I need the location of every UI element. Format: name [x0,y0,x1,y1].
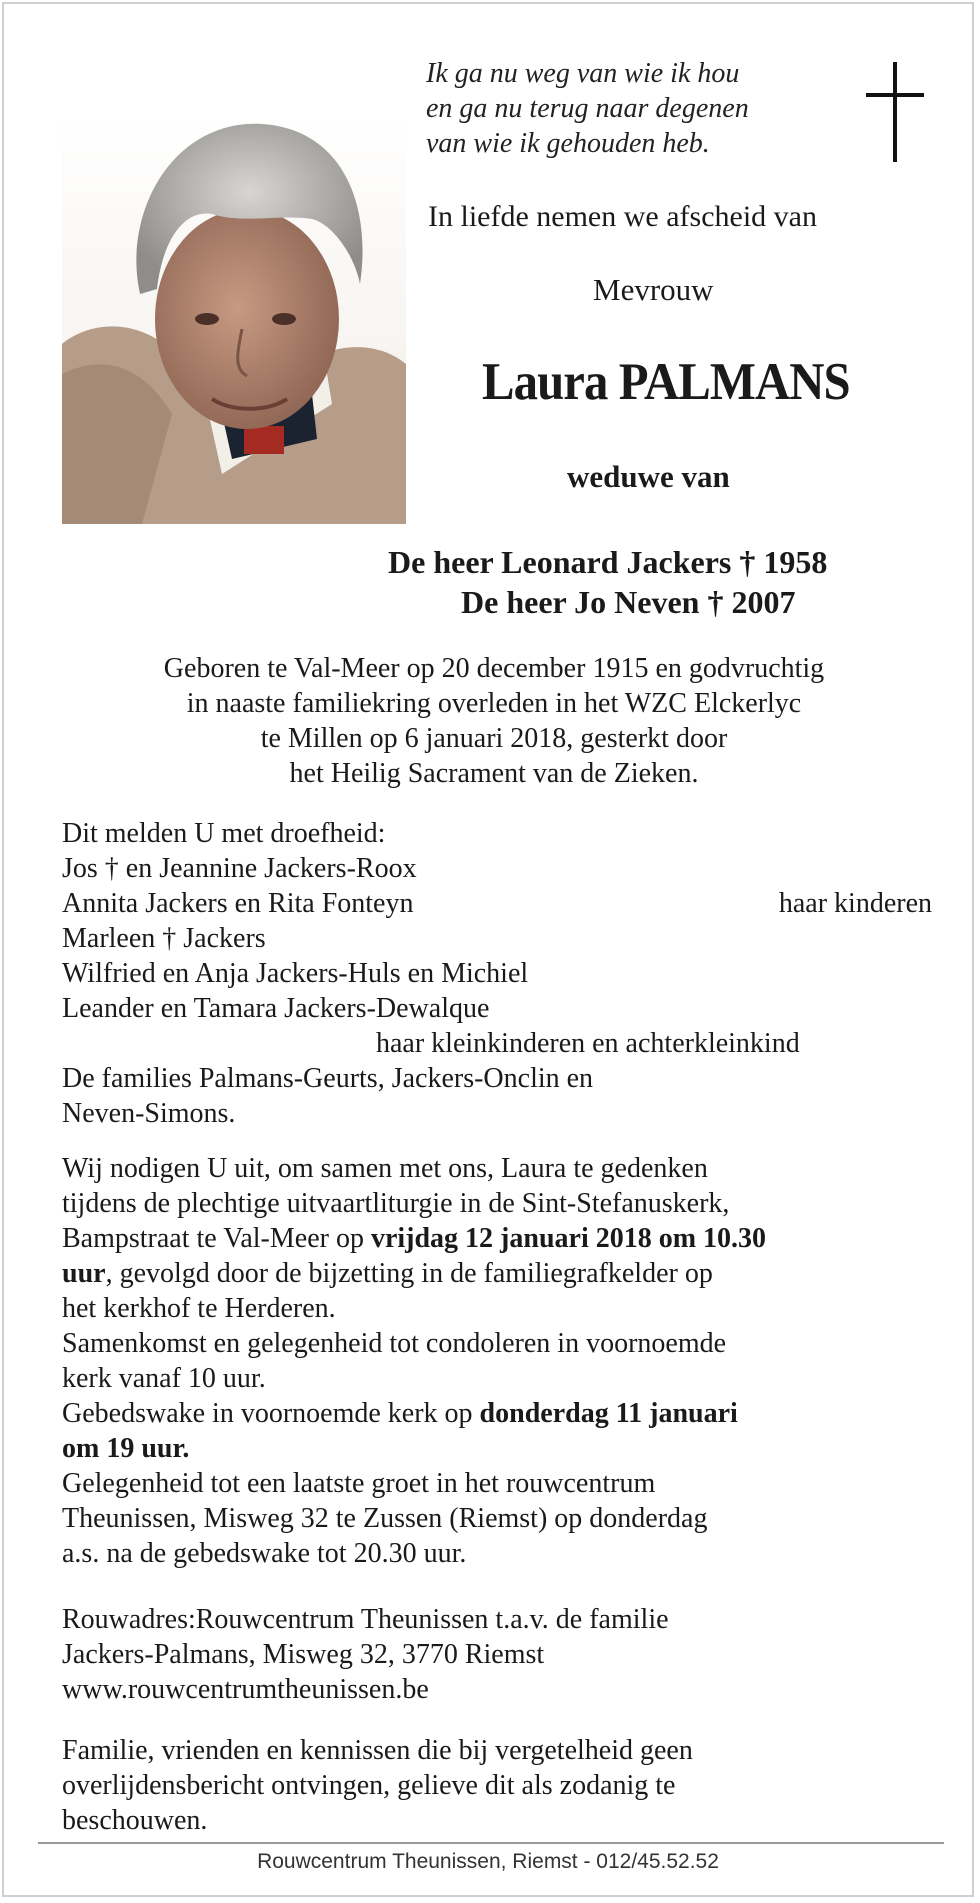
vigil-date: donderdag 11 januari [479,1398,738,1429]
text-line: Theunissen, Misweg 32 te Zussen (Riemst) op donderdag [62,1503,708,1534]
text-line: kerk vanaf 10 uur. [62,1363,266,1394]
obituary-card [2,2,974,1897]
grandchildren-label-row [62,1026,932,1061]
text-line: Geboren te Val-Meer op 20 december 1915 en godvruchtig [163,653,825,684]
text-line: Gelegenheid tot een laatste groet in het rouwcentrum [62,1468,656,1499]
family-list [62,816,932,1131]
intro-text: In liefde nemen we afscheid van [428,200,817,233]
family-grandchild: Wilfried en Anja Jackers-Huls en Michiel [62,958,529,989]
text-line: uur, gevolgd door de bijzetting in de familiegrafkelder op [62,1258,713,1289]
text-line: overlijdensbericht ontvingen, gelieve dit als zodanig te [62,1770,676,1801]
cross-icon [866,62,924,162]
grandchildren-label: haar kleinkinderen en achterkleinkind [376,1028,800,1059]
children-label: haar kinderen [778,888,932,919]
text-line: Rouwadres:Rouwcentrum Theunissen t.a.v. de familie [62,1604,669,1635]
text-line: in naaste familiekring overleden in het WZC Elckerlyc [186,688,802,719]
poem-line: van wie ik gehouden heb. [426,128,710,159]
address-text [62,1602,942,1707]
poem [426,56,846,161]
family-child-row [62,886,932,921]
deceased-name: Laura PALMANS [482,353,850,411]
poem-line: en ga nu terug naar degenen [426,93,749,124]
text-line: te Millen op 6 januari 2018, gesterkt door [260,723,728,754]
text-line: Bampstraat te Val-Meer op vrijdag 12 januari 2018 om 10.30 [62,1223,767,1254]
husband-line: De heer Leonard Jackers † 1958 [388,544,828,580]
footer-divider [38,1842,944,1844]
text-line: het Heilig Sacrament van de Zieken. [289,758,699,789]
husband-line: De heer Jo Neven † 2007 [461,584,796,620]
footer-text: Rouwcentrum Theunissen, Riemst - 012/45.52.52 [257,1850,719,1873]
ceremony-text [62,1151,942,1571]
family-grandchild: Leander en Tamara Jackers-Dewalque [62,993,490,1024]
vigil-time: om 19 uur. [62,1433,190,1464]
text-line: beschouwen. [62,1805,208,1836]
text-line: Jackers-Palmans, Misweg 32, 3770 Riemst [62,1639,545,1670]
family-child: Jos † en Jeannine Jackers-Roox [62,853,417,884]
closing-text [62,1733,942,1838]
text-line [62,1431,942,1466]
text-line: Samenkomst en gelegenheid tot condoleren in voornoemde [62,1328,727,1359]
poem-line: Ik ga nu weg van wie ik hou [426,58,740,89]
family-families: Neven-Simons. [62,1098,236,1129]
text-line: a.s. na de gebedswake tot 20.30 uur. [62,1538,467,1569]
text-line: Familie, vrienden en kennissen die bij vergetelheid geen [62,1735,693,1766]
website: www.rouwcentrumtheunissen.be [62,1674,429,1705]
family-child: Marleen † Jackers [62,923,266,954]
portrait-photo [62,114,406,524]
text-line: het kerkhof te Herderen. [62,1293,336,1324]
text-line: Wij nodigen U uit, om samen met ons, Laura te gedenken [62,1153,708,1184]
widow-label: weduwe van [567,459,730,494]
family-intro: Dit melden U met droefheid: [62,818,386,849]
funeral-datetime: vrijdag 12 januari 2018 om 10.30 [370,1223,767,1254]
text-line: Gebedswake in voornoemde kerk op donderdag 11 januari [62,1398,738,1429]
salutation: Mevrouw [593,272,714,307]
birth-death-text [44,651,944,791]
family-families: De families Palmans-Geurts, Jackers-Onclin en [62,1063,594,1094]
family-child: Annita Jackers en Rita Fonteyn [62,888,414,919]
text-line: tijdens de plechtige uitvaartliturgie in de Sint-Stefanuskerk, [62,1188,730,1219]
